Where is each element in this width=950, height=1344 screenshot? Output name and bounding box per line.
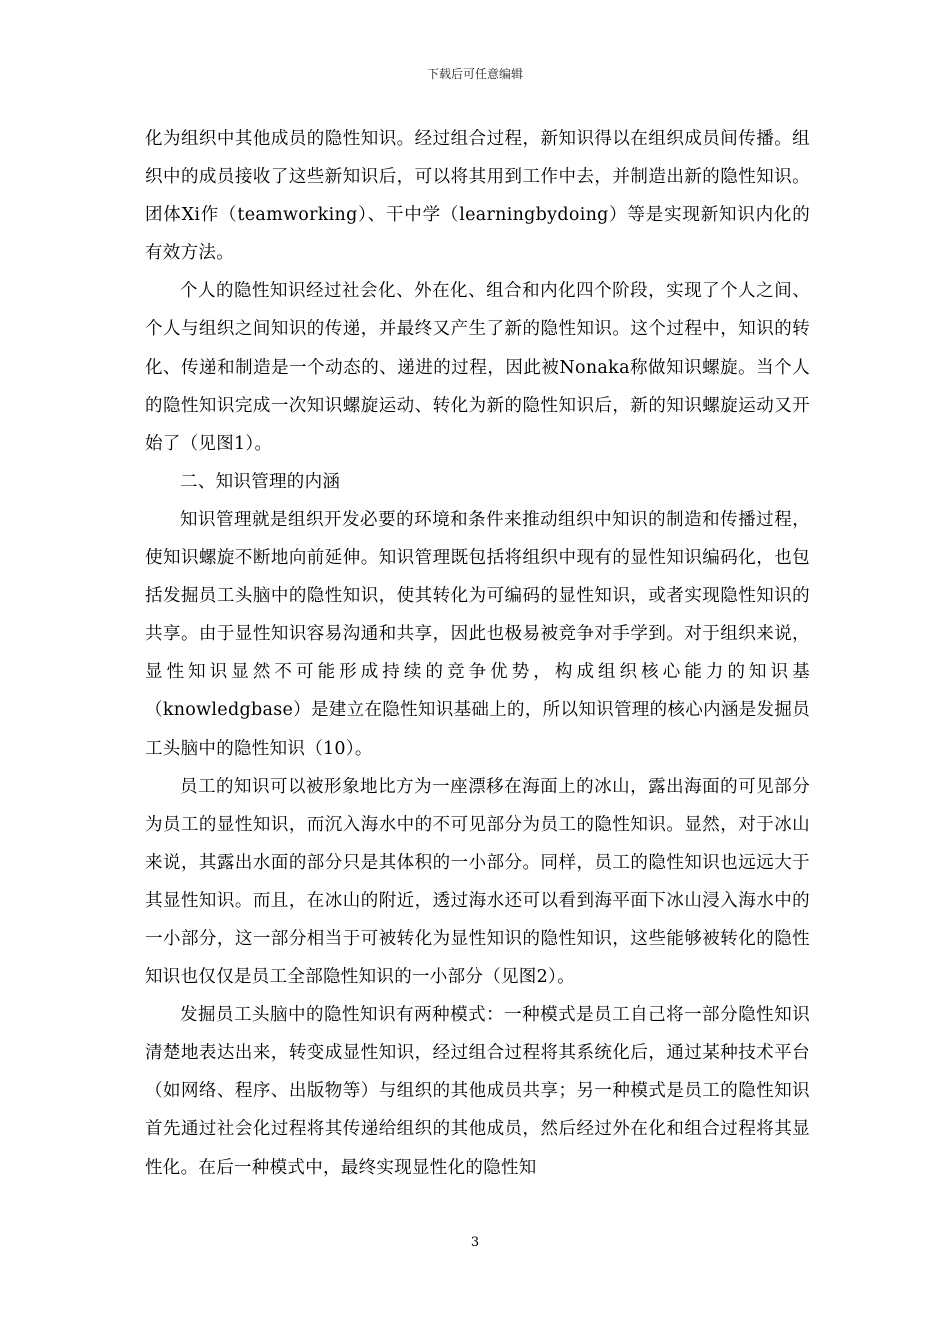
document-body xyxy=(145,120,810,1187)
page-header: 下载后可任意编辑 xyxy=(426,67,523,81)
page-number: 3 xyxy=(470,1235,480,1250)
paragraph: 知识管理就是组织开发必要的环境和条件来推动组织中知识的制造和传播过程，使知识螺旋不断地向前延伸。知识管理既包括将组织中现有的显性知识编码化，也包括发掘员工头脑中的隐性知识，使其转化为可编码的显性知识，或者实现隐性知识的共享。由于显性知识容易沟通和共享，因此也极易被竞争对手学到。对于组织来说，显性知识显然不可能形成持续的竞争优势，构成组织核心能力的知识基（knowledgbase）是建立在隐性知识基础上的，所以知识管理的核心内涵是发掘员工头脑中的隐性知识（10）。 xyxy=(145,509,810,759)
paragraph: 员工的知识可以被形象地比方为一座漂移在海面上的冰山，露出海面的可见部分为员工的显性知识，而沉入海水中的不可见部分为员工的隐性知识。显然，对于冰山来说，其露出水面的部分只是其体积的一小部分。同样，员工的隐性知识也远远大于其显性知识。而且，在冰山的附近，透过海水还可以看到海平面下冰山浸入海水中的一小部分，这一部分相当于可被转化为显性知识的隐性知识，这些能够被转化的隐性知识也仅仅是员工全部隐性知识的一小部分（见图2）。 xyxy=(145,776,810,988)
paragraph: 个人的隐性知识经过社会化、外在化、组合和内化四个阶段，实现了个人之间、个人与组织之间知识的传递，并最终又产生了新的隐性知识。这个过程中，知识的转化、传递和制造是一个动态的、递进的过程，因此被Nonaka称做知识螺旋。当个人的隐性知识完成一次知识螺旋运动、转化为新的隐性知识后，新的知识螺旋运动又开始了（见图1）。 xyxy=(145,281,810,454)
paragraph: 化为组织中其他成员的隐性知识。经过组合过程，新知识得以在组织成员间传播。组织中的成员接收了这些新知识后，可以将其用到工作中去，并制造出新的隐性知识。团体Xi作（teamworking）、干中学（learningbydoing）等是实现新知识内化的有效方法。 xyxy=(145,129,810,264)
paragraph: 发掘员工头脑中的隐性知识有两种模式：一种模式是员工自己将一部分隐性知识清楚地表达出来，转变成显性知识，经过组合过程将其系统化后，通过某种技术平台（如网络、程序、出版物等）与组织的其他成员共享；另一种模式是员工的隐性知识首先通过社会化过程将其传递给组织的其他成员，然后经过外在化和组合过程将其显性化。在后一种模式中，最终实现显性化的隐性知 xyxy=(145,1005,810,1178)
section-heading: 二、知识管理的内涵 xyxy=(180,471,341,492)
